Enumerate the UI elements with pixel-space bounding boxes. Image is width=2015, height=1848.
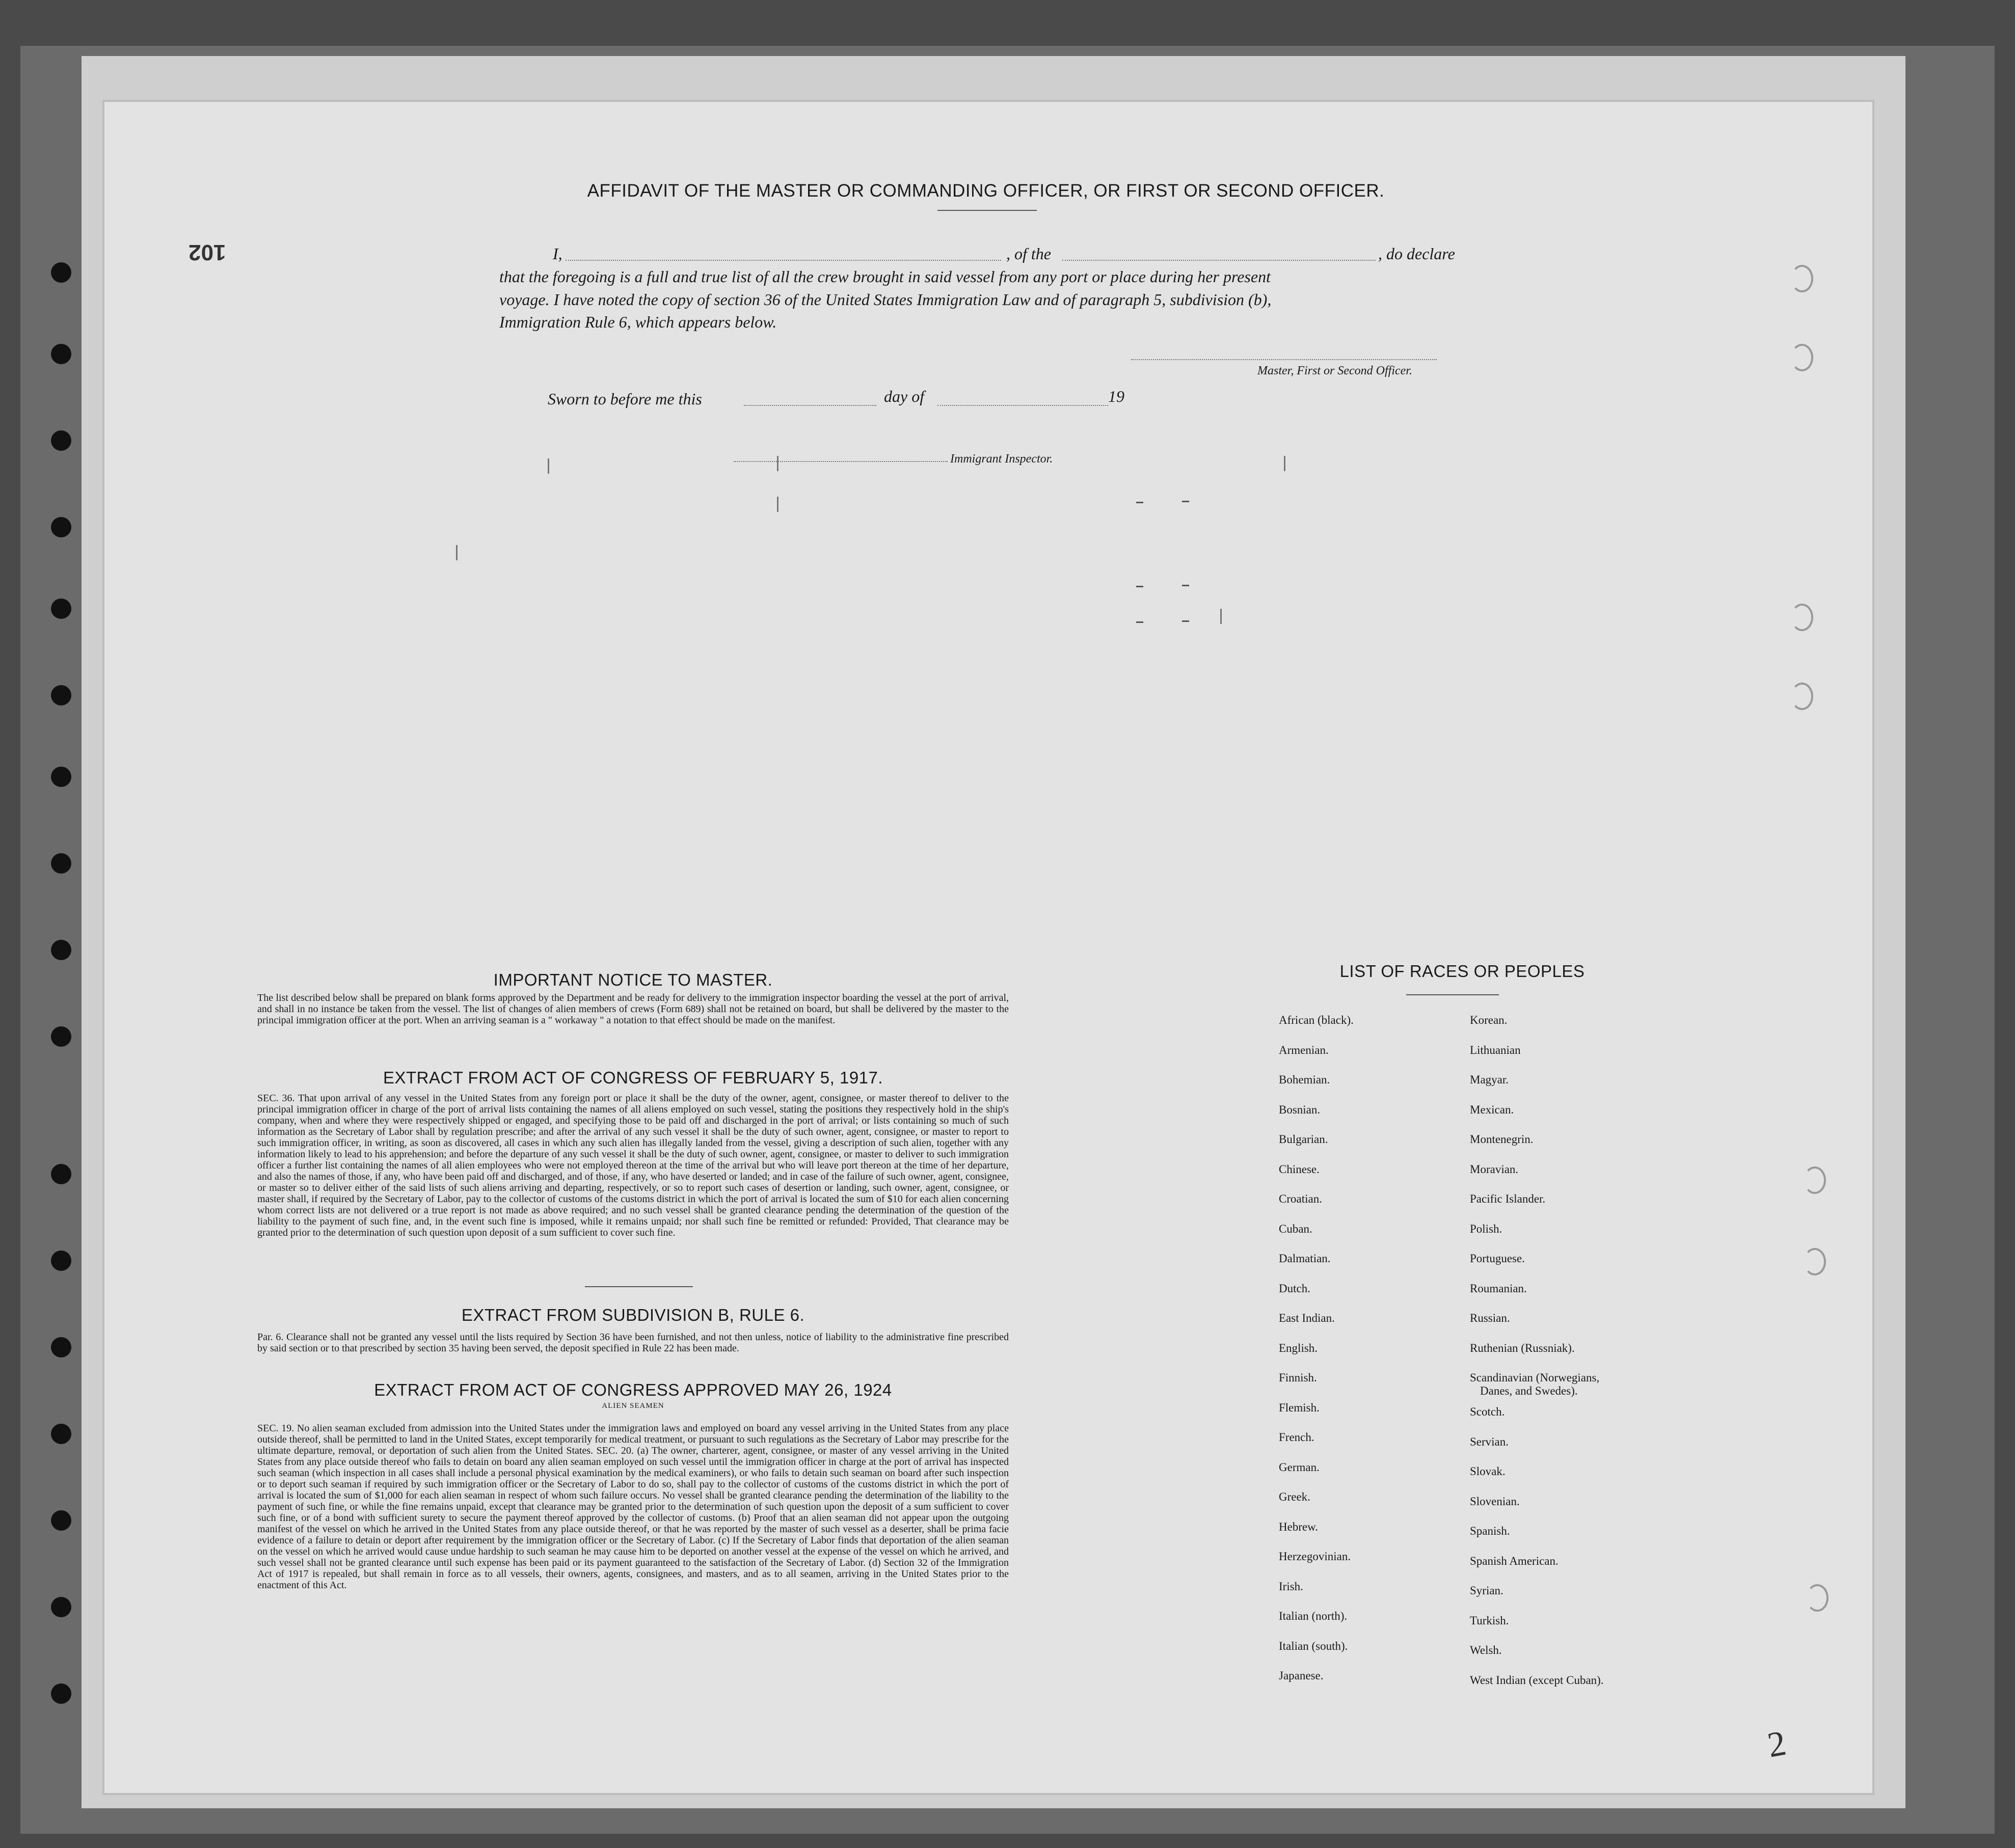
race-item: Roumanian. [1470, 1282, 1527, 1295]
race-item: Herzegovinian. [1279, 1550, 1351, 1563]
race-item: Slovenian. [1470, 1494, 1520, 1508]
affidavit-declarant: I, [553, 244, 562, 263]
bleed-mark [1284, 456, 1285, 471]
sworn-day-field[interactable] [744, 405, 876, 406]
binder-hole [51, 262, 71, 283]
race-item: Armenian. [1279, 1043, 1329, 1056]
binder-hole [51, 853, 71, 874]
punch-ring [1791, 604, 1813, 631]
race-item: Cuban. [1279, 1222, 1312, 1235]
race-item: Slovak. [1470, 1465, 1506, 1478]
bleed-mark [1220, 609, 1222, 624]
punch-ring [1804, 1248, 1826, 1275]
dash-mark [1136, 586, 1143, 587]
race-item: Turkish. [1470, 1614, 1509, 1627]
race-item: Dalmatian. [1279, 1252, 1331, 1265]
bleed-mark [777, 456, 778, 471]
race-item: Irish. [1279, 1580, 1303, 1593]
binder-hole [51, 940, 71, 960]
race-item: Flemish. [1279, 1401, 1320, 1414]
sworn-before-label: Sworn to before me this [548, 390, 702, 408]
binder-hole [51, 685, 71, 705]
race-item: Scandinavian (Norwegians, [1470, 1371, 1600, 1384]
extract-1917-text: SEC. 36. That upon arrival of any vessel in the United States from any foreign port or place it shall be the duty of the owner, agent, consignee, or master thereof to deliver to the principal immigration officer in charge of the port of arrival lists containing the names of all aliens employed on such vessel, stating the positions they respectively hold in the ship's company, when and where they were respectively shipped or engaged, and specifying those to be paid off and discharged in the port of arrival; or lists containing so much of such information as the Secretary of Labor shall by regulation prescribe; and after the arrival of any such vessel it shall be the duty of such owner, agent, consignee, or master to report to such immigration officer, in writing, as soon as discovered, all cases in which any such alien has illegally landed from the vessel, giving a description of such alien, together with any information likely to lead to his apprehension; and before the departure of any such vessel it shall be the duty of such owner, agent, consignee, or master to deliver to such immigration officer a further list containing the names of all alien employees who were not employed thereon at the time of the arrival but who will leave port thereon at the time of her departure, and also the names of those, if any, who have been paid off and discharged, and of those, if any, who have deserted or landed; and in case of the failure of such owner, agent, consignee, or master so to deliver either of the said lists of such aliens arriving and departing, respectively, or so to report such cases of desertion or landing, such owner, agent, consignee, or master shall, if required by the Secretary of Labor, pay to the collector of customs of the customs district in which the port of arrival is located the sum of $10 for each alien concerning whom correct lists are not delivered or a true report is not made as above required; and no such vessel shall be granted clearance pending the determination of the question of the liability to the payment of such fine, and, in the event such fine is imposed, while it remains unpaid; nor shall such fine be remitted or refunded: Provided, That clearance may be granted prior to the determination of such question upon deposit of a sum sufficient to cover such fine. [257, 1093, 1009, 1238]
binder-hole [51, 1026, 71, 1047]
master-signature-label: Master, First or Second Officer. [1257, 364, 1412, 377]
race-item: Hebrew. [1279, 1520, 1319, 1533]
race-item: African (black). [1279, 1014, 1354, 1026]
race-item: Spanish. [1470, 1525, 1510, 1537]
race-item: Ruthenian (Russniak). [1470, 1341, 1575, 1354]
race-item: Italian (north). [1279, 1610, 1348, 1622]
race-item: Korean. [1470, 1014, 1508, 1026]
affidavit-text-line3: voyage. I have noted the copy of section 36 of the United States Immigration Law and of paragraph 5, subdivision (b), [499, 290, 1272, 309]
race-item: Servian. [1470, 1435, 1509, 1448]
notice-title: IMPORTANT NOTICE TO MASTER. [493, 970, 773, 989]
notice-text: The list described below shall be prepared on blank forms approved by the Department and be ready for delivery to the immigration inspector boarding the vessel at the port of arrival, and shall in no instance be taken from the vessel. The list of changes of alien members of crews (Form 689) shall not be retained on board, but shall be delivered by the master to the principal immigration officer at the port. When an arriving seaman is a " workaway " a notation to that effect should be made on the manifest. [257, 992, 1009, 1026]
dash-mark [1182, 501, 1189, 502]
race-item: English. [1279, 1341, 1318, 1354]
race-item: Syrian. [1470, 1584, 1503, 1597]
race-item: Dutch. [1279, 1282, 1310, 1295]
binder-hole [51, 1597, 71, 1617]
race-item: Greek. [1279, 1490, 1310, 1503]
affidavit-title-rule [937, 210, 1037, 211]
bleed-mark [548, 458, 549, 474]
dash-mark [1136, 502, 1143, 503]
extract-1924-title: EXTRACT FROM ACT OF CONGRESS APPROVED MAY 26, 1924 [374, 1380, 892, 1399]
extract-rule6-text: Par. 6. Clearance shall not be granted any vessel until the lists required by Section 36 have been furnished, and not then unless, notice of liability to the administrative fine prescribed by said section or to that prescribed by section 35 having been served, the deposit specified in Rule 22 has been made. [257, 1331, 1009, 1354]
race-item: Finnish. [1279, 1371, 1317, 1384]
dash-mark [1182, 620, 1189, 622]
inspector-label: Immigrant Inspector. [950, 452, 1053, 466]
binder-hole [51, 1337, 71, 1357]
divider [585, 1286, 693, 1287]
bleed-mark [777, 497, 778, 512]
races-title: LIST OF RACES OR PEOPLES [1339, 962, 1585, 981]
race-item: Croatian. [1279, 1192, 1322, 1205]
race-item: Scotch. [1470, 1405, 1505, 1418]
binder-hole [51, 767, 71, 787]
extract-rule6-title: EXTRACT FROM SUBDIVISION B, RULE 6. [461, 1306, 805, 1324]
race-item: Lithuanian [1470, 1043, 1521, 1056]
race-item: French. [1279, 1431, 1314, 1444]
race-item: Portuguese. [1470, 1252, 1525, 1265]
race-item: Russian. [1470, 1312, 1510, 1324]
extract-1917-title: EXTRACT FROM ACT OF CONGRESS OF FEBRUARY 5, 1917. [383, 1068, 883, 1087]
inspector-signature-field[interactable] [734, 461, 948, 462]
race-item: Italian (south). [1279, 1639, 1348, 1652]
race-item: Mexican. [1470, 1103, 1514, 1116]
affidavit-declare: , do declare [1378, 244, 1455, 263]
punch-ring [1791, 344, 1813, 371]
race-item: Moravian. [1470, 1162, 1519, 1176]
race-item: Spanish American. [1470, 1554, 1559, 1567]
binder-hole [51, 344, 71, 364]
binder-hole [51, 1510, 71, 1531]
extract-1924-text: SEC. 19. No alien seaman excluded from admission into the United States under the immigration laws and employed on board any vessel arriving in the United States from any place outside thereof, shall be permitted to land in the United States, except temporarily for medical treatment, or pursuant to such regulations as the Secretary of Labor may prescribe for the ultimate departure, removal, or deportation of such alien from the United States. SEC. 20. (a) The owner, charterer, agent, consignee, or master of any vessel arriving in the United States from any place outside thereof who fails to detain on board any alien seaman employed on such vessel until the immigration officer in charge at the port of arrival has inspected such seaman (which inspection in all cases shall include a personal physical examination by the medical examiners), or who fails to detain such seaman on board after such inspection or to deport such seaman if required by such immigration officer or the Secretary of Labor to do so, shall pay to the collector of customs of the customs district in which the port of arrival is located the sum of $1,000 for each alien seaman in respect of whom such failure occurs. No vessel shall be granted clearance pending the determination of the liability to the payment of such fine, or while the fine remains unpaid, except that clearance may be granted prior to the determination of such question upon the deposit of a sum sufficient to cover such fine, or of a bond with sufficient surety to secure the payment thereof approved by the collector of customs. (b) Proof that an alien seaman did not appear upon the outgoing manifest of the vessel on which he arrived in the United States from any place outside thereof, or that he was reported by the master of such vessel as a deserter, shall be prima facie evidence of a failure to detain or deport after requirement by the immigration officer or the Secretary of Labor. (c) If the Secretary of Labor finds that deportation of the alien seaman on the vessel on which he arrived would cause undue hardship to such seaman he may cause him to be deported on another vessel at the expense of the vessel on which he arrived, and such vessel shall not be granted clearance until such expense has been paid or its payment guaranteed to the satisfaction of the Secretary of Labor. (d) Section 32 of the Immigration Act of 1917 is repealed, but shall remain in force as to all vessels, their owners, agents, consignees, and masters, and as to all seamen, arriving in the United States prior to the enactment of this Act. [257, 1423, 1009, 1591]
affidavit-text-line2: that the foregoing is a full and true list of all the crew brought in said vessel from any port or place during her present [499, 267, 1271, 286]
affidavit-title: AFFIDAVIT OF THE MASTER OR COMMANDING OFFICER, OR FIRST OR SECOND OFFICER. [587, 181, 1385, 201]
dash-mark [1182, 585, 1189, 586]
binder-hole [51, 1251, 71, 1271]
binder-hole [51, 599, 71, 619]
race-item: Polish. [1470, 1222, 1502, 1235]
race-item: Bulgarian. [1279, 1133, 1328, 1146]
page-number-stamp: 102 [189, 240, 226, 265]
race-item: Bosnian. [1279, 1103, 1321, 1116]
race-item: Chinese. [1279, 1162, 1320, 1176]
punch-ring [1791, 265, 1813, 292]
day-of-label: day of [884, 387, 925, 405]
declarant-name-field[interactable] [566, 260, 1001, 261]
binder-hole [51, 1164, 71, 1184]
race-item: German. [1279, 1460, 1320, 1474]
sworn-month-field[interactable] [937, 405, 1108, 406]
affidavit-of-the: , of the [1006, 244, 1051, 263]
race-item: Pacific Islander. [1470, 1192, 1546, 1205]
race-item: Welsh. [1470, 1644, 1502, 1656]
race-item: West Indian (except Cuban). [1470, 1673, 1604, 1687]
vessel-name-field[interactable] [1062, 260, 1376, 261]
bleed-mark [456, 545, 458, 560]
dash-mark [1136, 621, 1143, 623]
race-item: Japanese. [1279, 1669, 1324, 1682]
binder-hole [51, 1424, 71, 1444]
master-signature-field[interactable] [1131, 359, 1437, 360]
races-title-rule [1406, 994, 1499, 995]
margin-mark: 2 [1764, 1723, 1789, 1765]
punch-ring [1804, 1166, 1826, 1194]
binder-hole [51, 517, 71, 537]
affidavit-text-line4: Immigration Rule 6, which appears below. [499, 313, 777, 331]
punch-ring [1791, 683, 1813, 710]
punch-ring [1806, 1584, 1829, 1612]
race-item: Montenegrin. [1470, 1133, 1534, 1146]
race-item: East Indian. [1279, 1312, 1335, 1324]
race-continuation: Danes, and Swedes). [1480, 1384, 1578, 1397]
race-item: Magyar. [1470, 1073, 1509, 1086]
race-item: Bohemian. [1279, 1073, 1330, 1086]
binder-hole [51, 430, 71, 451]
year-prefix: 19 [1108, 387, 1124, 405]
binder-hole [51, 1683, 71, 1704]
extract-1924-subtitle: ALIEN SEAMEN [602, 1402, 664, 1410]
